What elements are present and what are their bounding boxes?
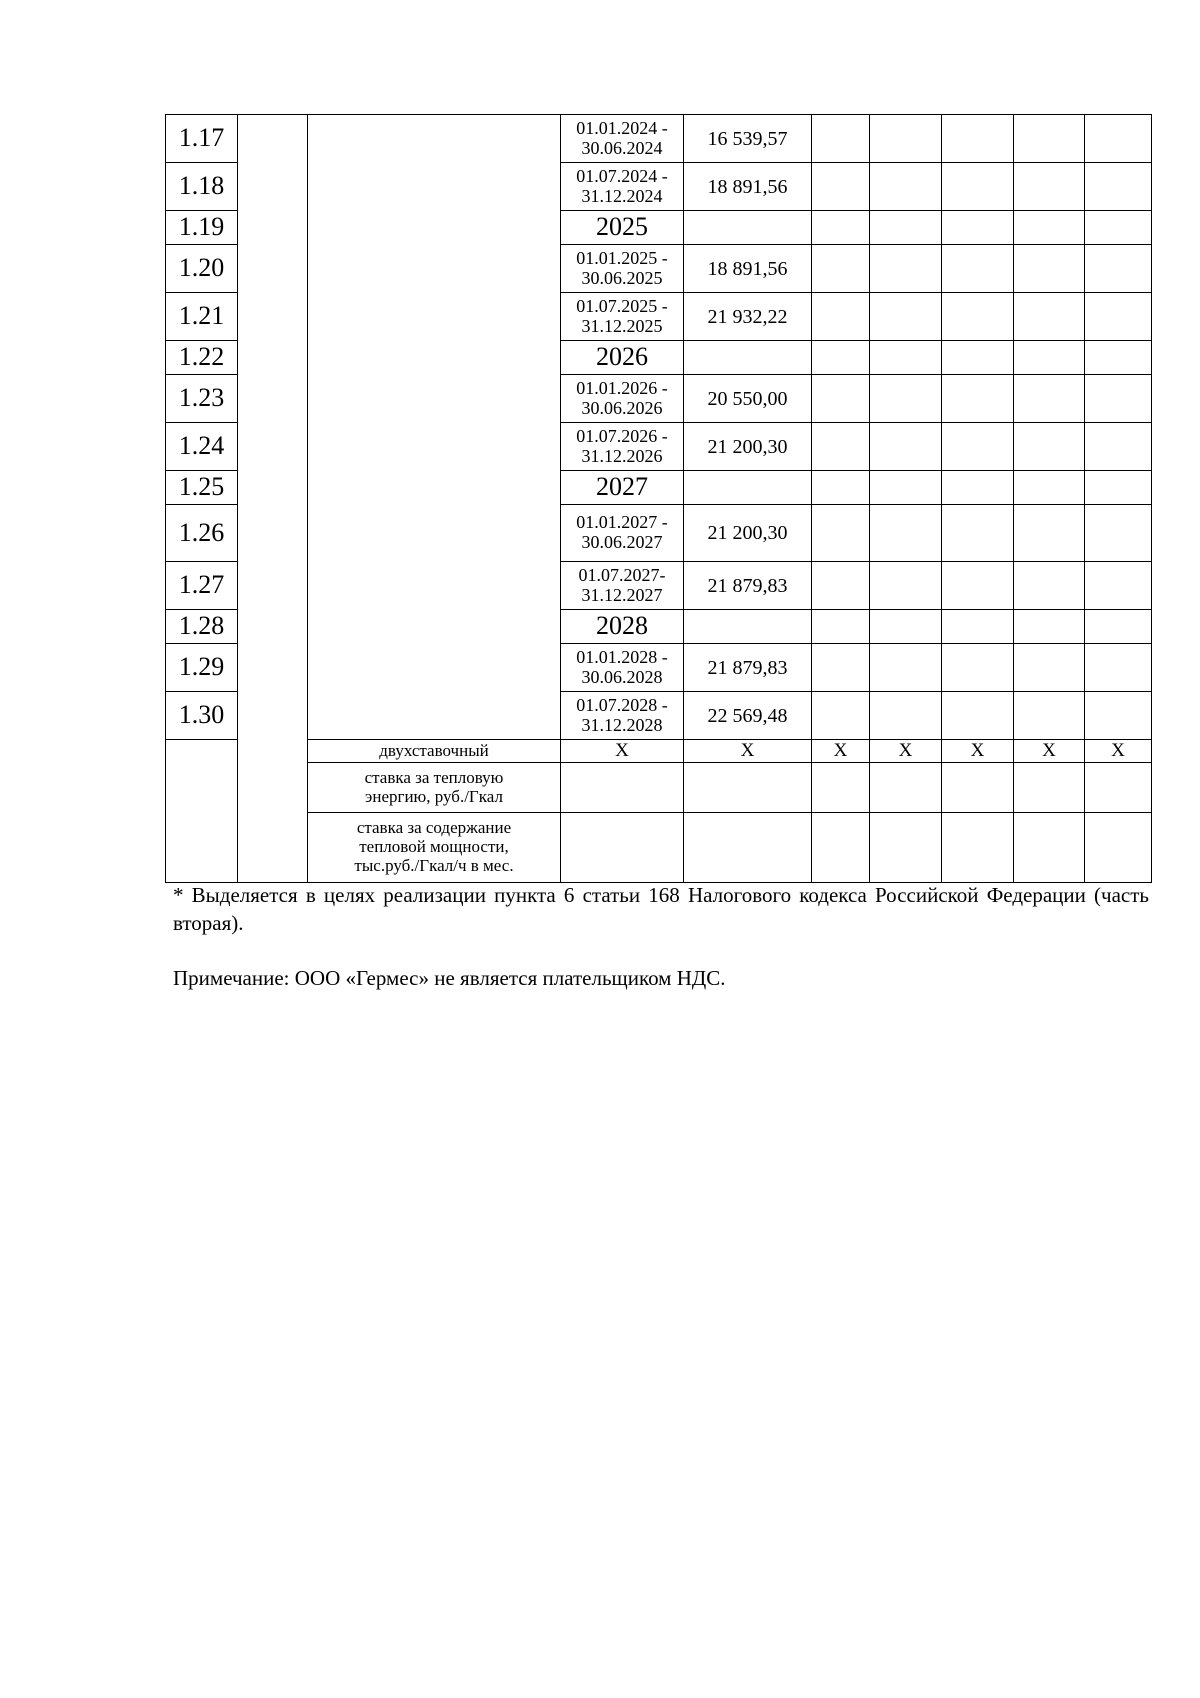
period-cell (561, 423, 684, 471)
empty-cell (561, 763, 684, 813)
empty-cell (812, 211, 870, 245)
period-cell (561, 375, 684, 423)
empty-cell (684, 610, 812, 644)
empty-cell (1014, 813, 1085, 883)
period-start: 01.07.2028 - (576, 694, 668, 715)
period-start: 01.07.2026 - (576, 425, 668, 446)
period-cell (561, 115, 684, 163)
row-number: 1.17 (166, 115, 238, 163)
year-heading: 2026 (561, 341, 684, 375)
capacity-rate-label (308, 813, 561, 883)
empty-cell (1014, 692, 1085, 740)
period-cell (561, 293, 684, 341)
period-start: 01.01.2028 - (576, 646, 668, 667)
row-number: 1.20 (166, 245, 238, 293)
x-mark: X (870, 740, 942, 763)
tariff-value: 22 569,48 (684, 692, 812, 740)
empty-cell (1085, 163, 1152, 211)
empty-cell (870, 341, 942, 375)
empty-cell (1085, 293, 1152, 341)
row-number: 1.30 (166, 692, 238, 740)
period-end: 30.06.2028 (581, 666, 663, 687)
empty-cell (1085, 471, 1152, 505)
empty-cell (812, 471, 870, 505)
empty-cell (1014, 471, 1085, 505)
empty-cell (942, 163, 1014, 211)
empty-cell (1085, 211, 1152, 245)
empty-cell (942, 293, 1014, 341)
empty-cell (812, 245, 870, 293)
empty-cell (812, 763, 870, 813)
empty-cell (942, 813, 1014, 883)
tariff-table (165, 114, 1152, 883)
empty-cell (812, 293, 870, 341)
label-line: тыс.руб./Гкал/ч в мес. (354, 855, 514, 875)
period-cell (561, 562, 684, 610)
tariff-value: 21 200,30 (684, 423, 812, 471)
period-start: 01.01.2026 - (576, 377, 668, 398)
tariff-value: 21 932,22 (684, 293, 812, 341)
empty-cell (1085, 562, 1152, 610)
empty-cell (1085, 692, 1152, 740)
empty-cell (812, 423, 870, 471)
empty-cell (1085, 610, 1152, 644)
tariff-value: 21 200,30 (684, 505, 812, 562)
year-heading: 2025 (561, 211, 684, 245)
period-end: 30.06.2025 (581, 267, 663, 288)
row-number: 1.21 (166, 293, 238, 341)
label-line: ставка за содержание (356, 818, 512, 838)
period-cell (561, 644, 684, 692)
x-mark: X (942, 740, 1014, 763)
empty-cell (870, 610, 942, 644)
empty-cell (684, 763, 812, 813)
empty-cell (870, 245, 942, 293)
period-start: 01.07.2025 - (576, 295, 668, 316)
period-cell (561, 163, 684, 211)
tariff-value: 18 891,56 (684, 245, 812, 293)
empty-cell (1085, 644, 1152, 692)
empty-cell (870, 505, 942, 562)
row-number: 1.23 (166, 375, 238, 423)
tariff-value: 20 550,00 (684, 375, 812, 423)
empty-cell (870, 115, 942, 163)
period-end: 31.12.2024 (581, 185, 663, 206)
empty-cell (1014, 763, 1085, 813)
empty-cell (812, 341, 870, 375)
period-end: 30.06.2027 (581, 532, 663, 552)
empty-cell (1085, 115, 1152, 163)
row-number: 1.26 (166, 505, 238, 562)
year-heading: 2027 (561, 471, 684, 505)
period-start: 01.01.2025 - (576, 247, 668, 268)
label-line: энергию, руб./Гкал (365, 786, 503, 806)
x-mark: X (1085, 740, 1152, 763)
label-line: ставка за тепловую (364, 767, 504, 787)
blank-name-cell (308, 115, 561, 740)
empty-cell (870, 471, 942, 505)
heat-energy-rate-label (308, 763, 561, 813)
empty-cell (561, 813, 684, 883)
period-cell (561, 505, 684, 562)
empty-cell (684, 211, 812, 245)
empty-cell (1014, 341, 1085, 375)
period-cell (561, 245, 684, 293)
empty-cell (1014, 505, 1085, 562)
label-line: тепловой мощности, (359, 837, 509, 857)
empty-cell (812, 692, 870, 740)
empty-cell (942, 505, 1014, 562)
row-number: 1.24 (166, 423, 238, 471)
empty-cell (942, 245, 1014, 293)
empty-cell (942, 644, 1014, 692)
empty-cell (1085, 505, 1152, 562)
empty-cell (942, 211, 1014, 245)
period-start: 01.07.2024 - (576, 165, 668, 186)
empty-cell (1014, 293, 1085, 341)
period-end: 30.06.2026 (581, 397, 663, 418)
row-number: 1.27 (166, 562, 238, 610)
empty-cell (870, 763, 942, 813)
period-end: 31.12.2028 (581, 714, 663, 735)
empty-cell (942, 763, 1014, 813)
empty-cell (870, 211, 942, 245)
empty-cell (870, 813, 942, 883)
empty-cell (812, 813, 870, 883)
empty-cell (870, 293, 942, 341)
empty-cell (1085, 341, 1152, 375)
empty-cell (1085, 813, 1152, 883)
row-number: 1.25 (166, 471, 238, 505)
empty-cell (942, 115, 1014, 163)
period-end: 31.12.2026 (581, 445, 663, 466)
table-row (166, 740, 1152, 763)
x-mark: X (812, 740, 870, 763)
empty-cell (812, 115, 870, 163)
period-end: 31.12.2027 (581, 584, 663, 605)
empty-cell (870, 423, 942, 471)
empty-cell (812, 610, 870, 644)
row-number: 1.18 (166, 163, 238, 211)
empty-cell (1014, 245, 1085, 293)
empty-cell (870, 692, 942, 740)
year-heading: 2028 (561, 610, 684, 644)
table-row (166, 763, 1152, 813)
two-part-tariff-label: двухставочный (308, 740, 561, 763)
empty-cell (870, 644, 942, 692)
blank-number-cell (166, 740, 238, 883)
vat-note: Примечание: ООО «Гермес» не является плательщиком НДС. (173, 966, 726, 990)
empty-cell (684, 471, 812, 505)
empty-cell (870, 163, 942, 211)
tariff-value: 16 539,57 (684, 115, 812, 163)
empty-cell (1014, 644, 1085, 692)
empty-cell (1085, 423, 1152, 471)
empty-cell (684, 813, 812, 883)
empty-cell (942, 341, 1014, 375)
row-number: 1.28 (166, 610, 238, 644)
vat-footnote: * Выделяется в целях реализации пункта 6 статьи 168 Налогового кодекса Российской Федерации (часть вторая). (173, 883, 1149, 936)
empty-cell (1014, 562, 1085, 610)
period-end: 31.12.2025 (581, 315, 663, 336)
period-start: 01.01.2024 - (576, 117, 668, 138)
blank-column-cell (238, 115, 308, 883)
empty-cell (812, 562, 870, 610)
empty-cell (1085, 375, 1152, 423)
row-number: 1.29 (166, 644, 238, 692)
empty-cell (1014, 163, 1085, 211)
x-mark: X (561, 740, 684, 763)
empty-cell (812, 163, 870, 211)
empty-cell (1014, 423, 1085, 471)
empty-cell (942, 562, 1014, 610)
period-start: 01.01.2027 - (576, 512, 668, 533)
period-end: 30.06.2024 (581, 137, 663, 158)
empty-cell (942, 692, 1014, 740)
empty-cell (942, 471, 1014, 505)
empty-cell (870, 562, 942, 610)
empty-cell (1014, 211, 1085, 245)
empty-cell (870, 375, 942, 423)
period-cell (561, 692, 684, 740)
empty-cell (1014, 610, 1085, 644)
empty-cell (942, 423, 1014, 471)
empty-cell (1014, 115, 1085, 163)
tariff-value: 21 879,83 (684, 644, 812, 692)
tariff-value: 21 879,83 (684, 562, 812, 610)
table-row (166, 115, 1152, 163)
empty-cell (684, 341, 812, 375)
empty-cell (812, 644, 870, 692)
empty-cell (1085, 763, 1152, 813)
table-row (166, 813, 1152, 883)
empty-cell (942, 375, 1014, 423)
x-mark: X (1014, 740, 1085, 763)
empty-cell (942, 610, 1014, 644)
row-number: 1.22 (166, 341, 238, 375)
empty-cell (812, 375, 870, 423)
empty-cell (812, 505, 870, 562)
period-start: 01.07.2027- (578, 564, 666, 585)
x-mark: X (684, 740, 812, 763)
row-number: 1.19 (166, 211, 238, 245)
empty-cell (1085, 245, 1152, 293)
empty-cell (1014, 375, 1085, 423)
tariff-value: 18 891,56 (684, 163, 812, 211)
